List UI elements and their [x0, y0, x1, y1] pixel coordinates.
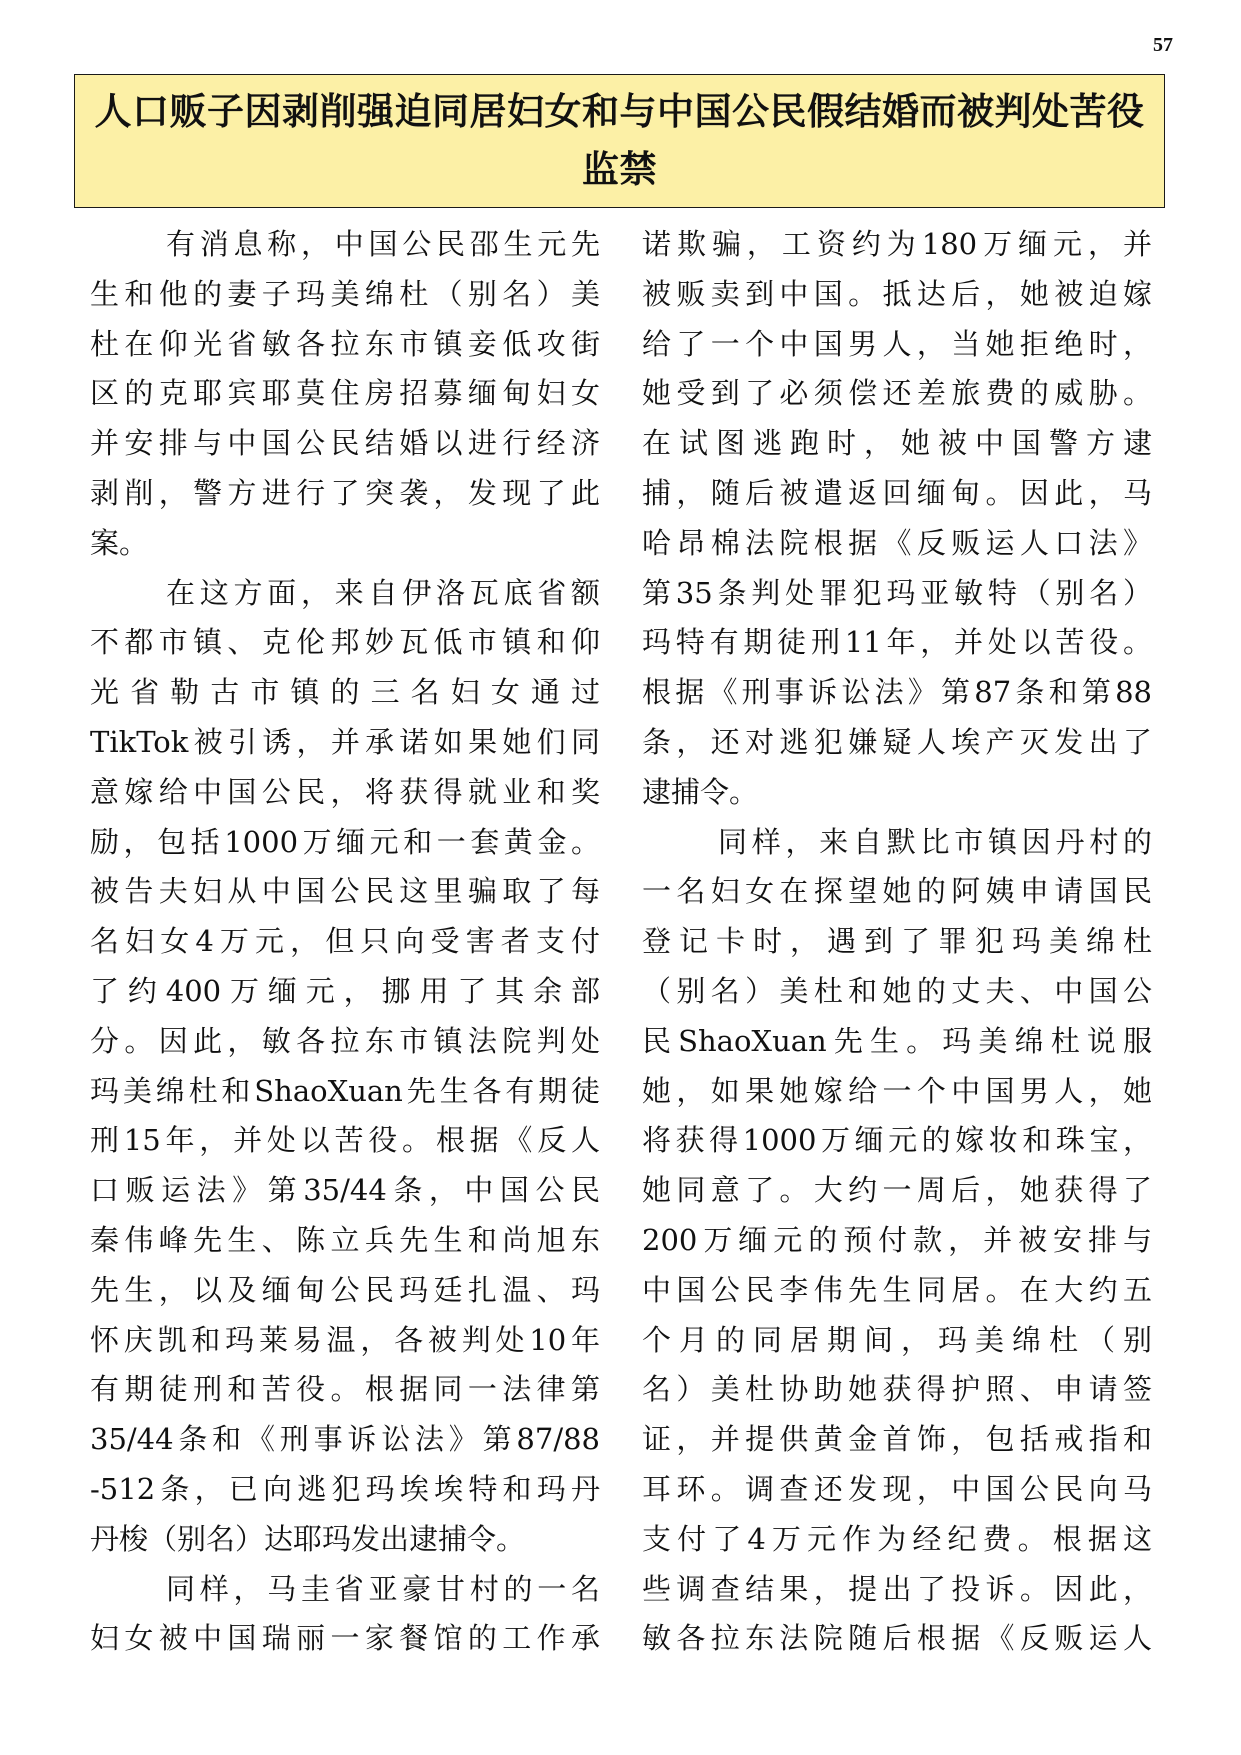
text-line: TikTok被引诱，并承诺如果她们同 — [90, 724, 600, 759]
text-line: 区的克耶宾耶莫住房招募缅甸妇女 — [90, 376, 600, 411]
text-line: 一名妇女在探望她的阿姨申请国民 — [642, 874, 1152, 909]
text-line: 诺欺骗，工资约为180万缅元，并 — [642, 227, 1152, 261]
text-line: 200万缅元的预付款，并被安排与 — [642, 1222, 1152, 1257]
text-line: 支付了4万元作为经纪费。根据这 — [642, 1521, 1152, 1556]
text-line: 她受到了必须偿还差旅费的威胁。 — [642, 376, 1152, 411]
right-column — [642, 220, 1152, 1664]
text-line: 名）美杜协助她获得护照、申请签 — [642, 1372, 1152, 1407]
text-line: （别名）美杜和她的丈夫、中国公 — [642, 973, 1152, 1008]
text-line: 35/44条和《刑事诉讼法》第87/88 — [90, 1422, 600, 1457]
text-line: 中国公民李伟先生同居。在大约五 — [642, 1272, 1152, 1307]
text-line: 个月的同居期间，玛美绵杜（别 — [642, 1322, 1152, 1357]
left-column — [90, 220, 600, 1664]
text-line: -512条，已向逃犯玛埃埃特和玛丹 — [90, 1471, 600, 1506]
text-line: 在这方面，来自伊洛瓦底省额 — [166, 575, 600, 610]
text-line: 些调查结果，提出了投诉。因此， — [642, 1571, 1152, 1606]
text-line: 妇女被中国瑞丽一家餐馆的工作承 — [90, 1621, 600, 1656]
text-line: 丹梭（别名）达耶玛发出逮捕令。 — [90, 1521, 526, 1556]
text-line: 杜在仰光省敏各拉东市镇妾低攻街 — [90, 326, 600, 361]
title-box — [74, 74, 1165, 208]
text-line: 根据《刑事诉讼法》第87条和第88 — [642, 675, 1152, 710]
text-line: 口贩运法》第35/44条，中国公民 — [90, 1173, 600, 1208]
text-line: 先生，以及缅甸公民玛廷扎温、玛 — [90, 1272, 600, 1307]
text-line: 在试图逃跑时，她被中国警方逮 — [642, 426, 1152, 461]
text-line: 不都市镇、克伦邦妙瓦低市镇和仰 — [90, 625, 600, 660]
text-line: 登记卡时，遇到了罪犯玛美绵杜 — [642, 924, 1152, 959]
text-line: 将获得1000万缅元的嫁妆和珠宝， — [642, 1123, 1152, 1158]
page-number: 57 — [1153, 34, 1173, 56]
text-line: 秦伟峰先生、陈立兵先生和尚旭东 — [90, 1222, 600, 1257]
text-line: 给了一个中国男人，当她拒绝时， — [642, 326, 1152, 361]
text-line: 玛特有期徒刑11年，并处以苦役。 — [642, 625, 1152, 660]
text-line: 耳环。调查还发现，中国公民向马 — [642, 1471, 1152, 1506]
text-line: 励，包括1000万缅元和一套黄金。 — [90, 824, 600, 859]
text-line: 她同意了。大约一周后，她获得了 — [642, 1173, 1152, 1208]
text-line: 哈昂棉法院根据《反贩运人口法》 — [642, 525, 1152, 560]
text-line: 同样，马圭省亚豪甘村的一名 — [166, 1571, 600, 1606]
text-line: 有期徒刑和苦役。根据同一法律第 — [90, 1372, 600, 1407]
text-line: 剥削，警方进行了突袭，发现了此 — [90, 475, 600, 510]
text-line: 意嫁给中国公民，将获得就业和奖 — [90, 774, 600, 809]
text-line: 玛美绵杜和ShaoXuan先生各有期徒 — [90, 1073, 600, 1108]
text-line: 刑15年，并处以苦役。根据《反人 — [90, 1123, 600, 1158]
text-line: 了约400万缅元，挪用了其余部 — [90, 973, 600, 1008]
text-line: 条，还对逃犯嫌疑人埃产灭发出了 — [642, 724, 1152, 759]
text-line: 被告夫妇从中国公民这里骗取了每 — [90, 874, 600, 909]
text-line: 分。因此，敏各拉东市镇法院判处 — [90, 1023, 600, 1058]
page-title — [95, 83, 1145, 199]
text-line: 案。 — [90, 525, 149, 560]
text-line: 名妇女4万元，但只向受害者支付 — [90, 924, 600, 959]
text-line: 并安排与中国公民结婚以进行经济 — [90, 426, 600, 461]
text-line: 光省勒古市镇的三名妇女通过 — [90, 675, 600, 710]
text-line: 生和他的妻子玛美绵杜（别名）美 — [90, 276, 600, 311]
title-line-1: 人口贩子因剥削强迫同居妇女和与中国公民假结婚而被判处苦役 — [94, 90, 1145, 133]
text-line: 捕，随后被遣返回缅甸。因此，马 — [642, 475, 1152, 510]
text-line: 敏各拉东法院随后根据《反贩运人 — [642, 1621, 1152, 1656]
text-line: 同样，来自默比市镇因丹村的 — [718, 824, 1152, 859]
text-line: 逮捕令。 — [642, 774, 759, 809]
text-line: 证，并提供黄金首饰，包括戒指和 — [642, 1422, 1152, 1457]
text-line: 她，如果她嫁给一个中国男人，她 — [642, 1073, 1152, 1108]
text-line: 民ShaoXuan先生。玛美绵杜说服 — [642, 1023, 1152, 1058]
text-line: 有消息称，中国公民邵生元先 — [166, 227, 600, 261]
text-line: 被贩卖到中国。抵达后，她被迫嫁 — [642, 276, 1152, 311]
title-line-2: 监禁 — [582, 148, 657, 191]
text-line: 第35条判处罪犯玛亚敏特（别名） — [642, 575, 1152, 610]
text-line: 怀庆凯和玛莱易温，各被判处10年 — [90, 1322, 600, 1357]
